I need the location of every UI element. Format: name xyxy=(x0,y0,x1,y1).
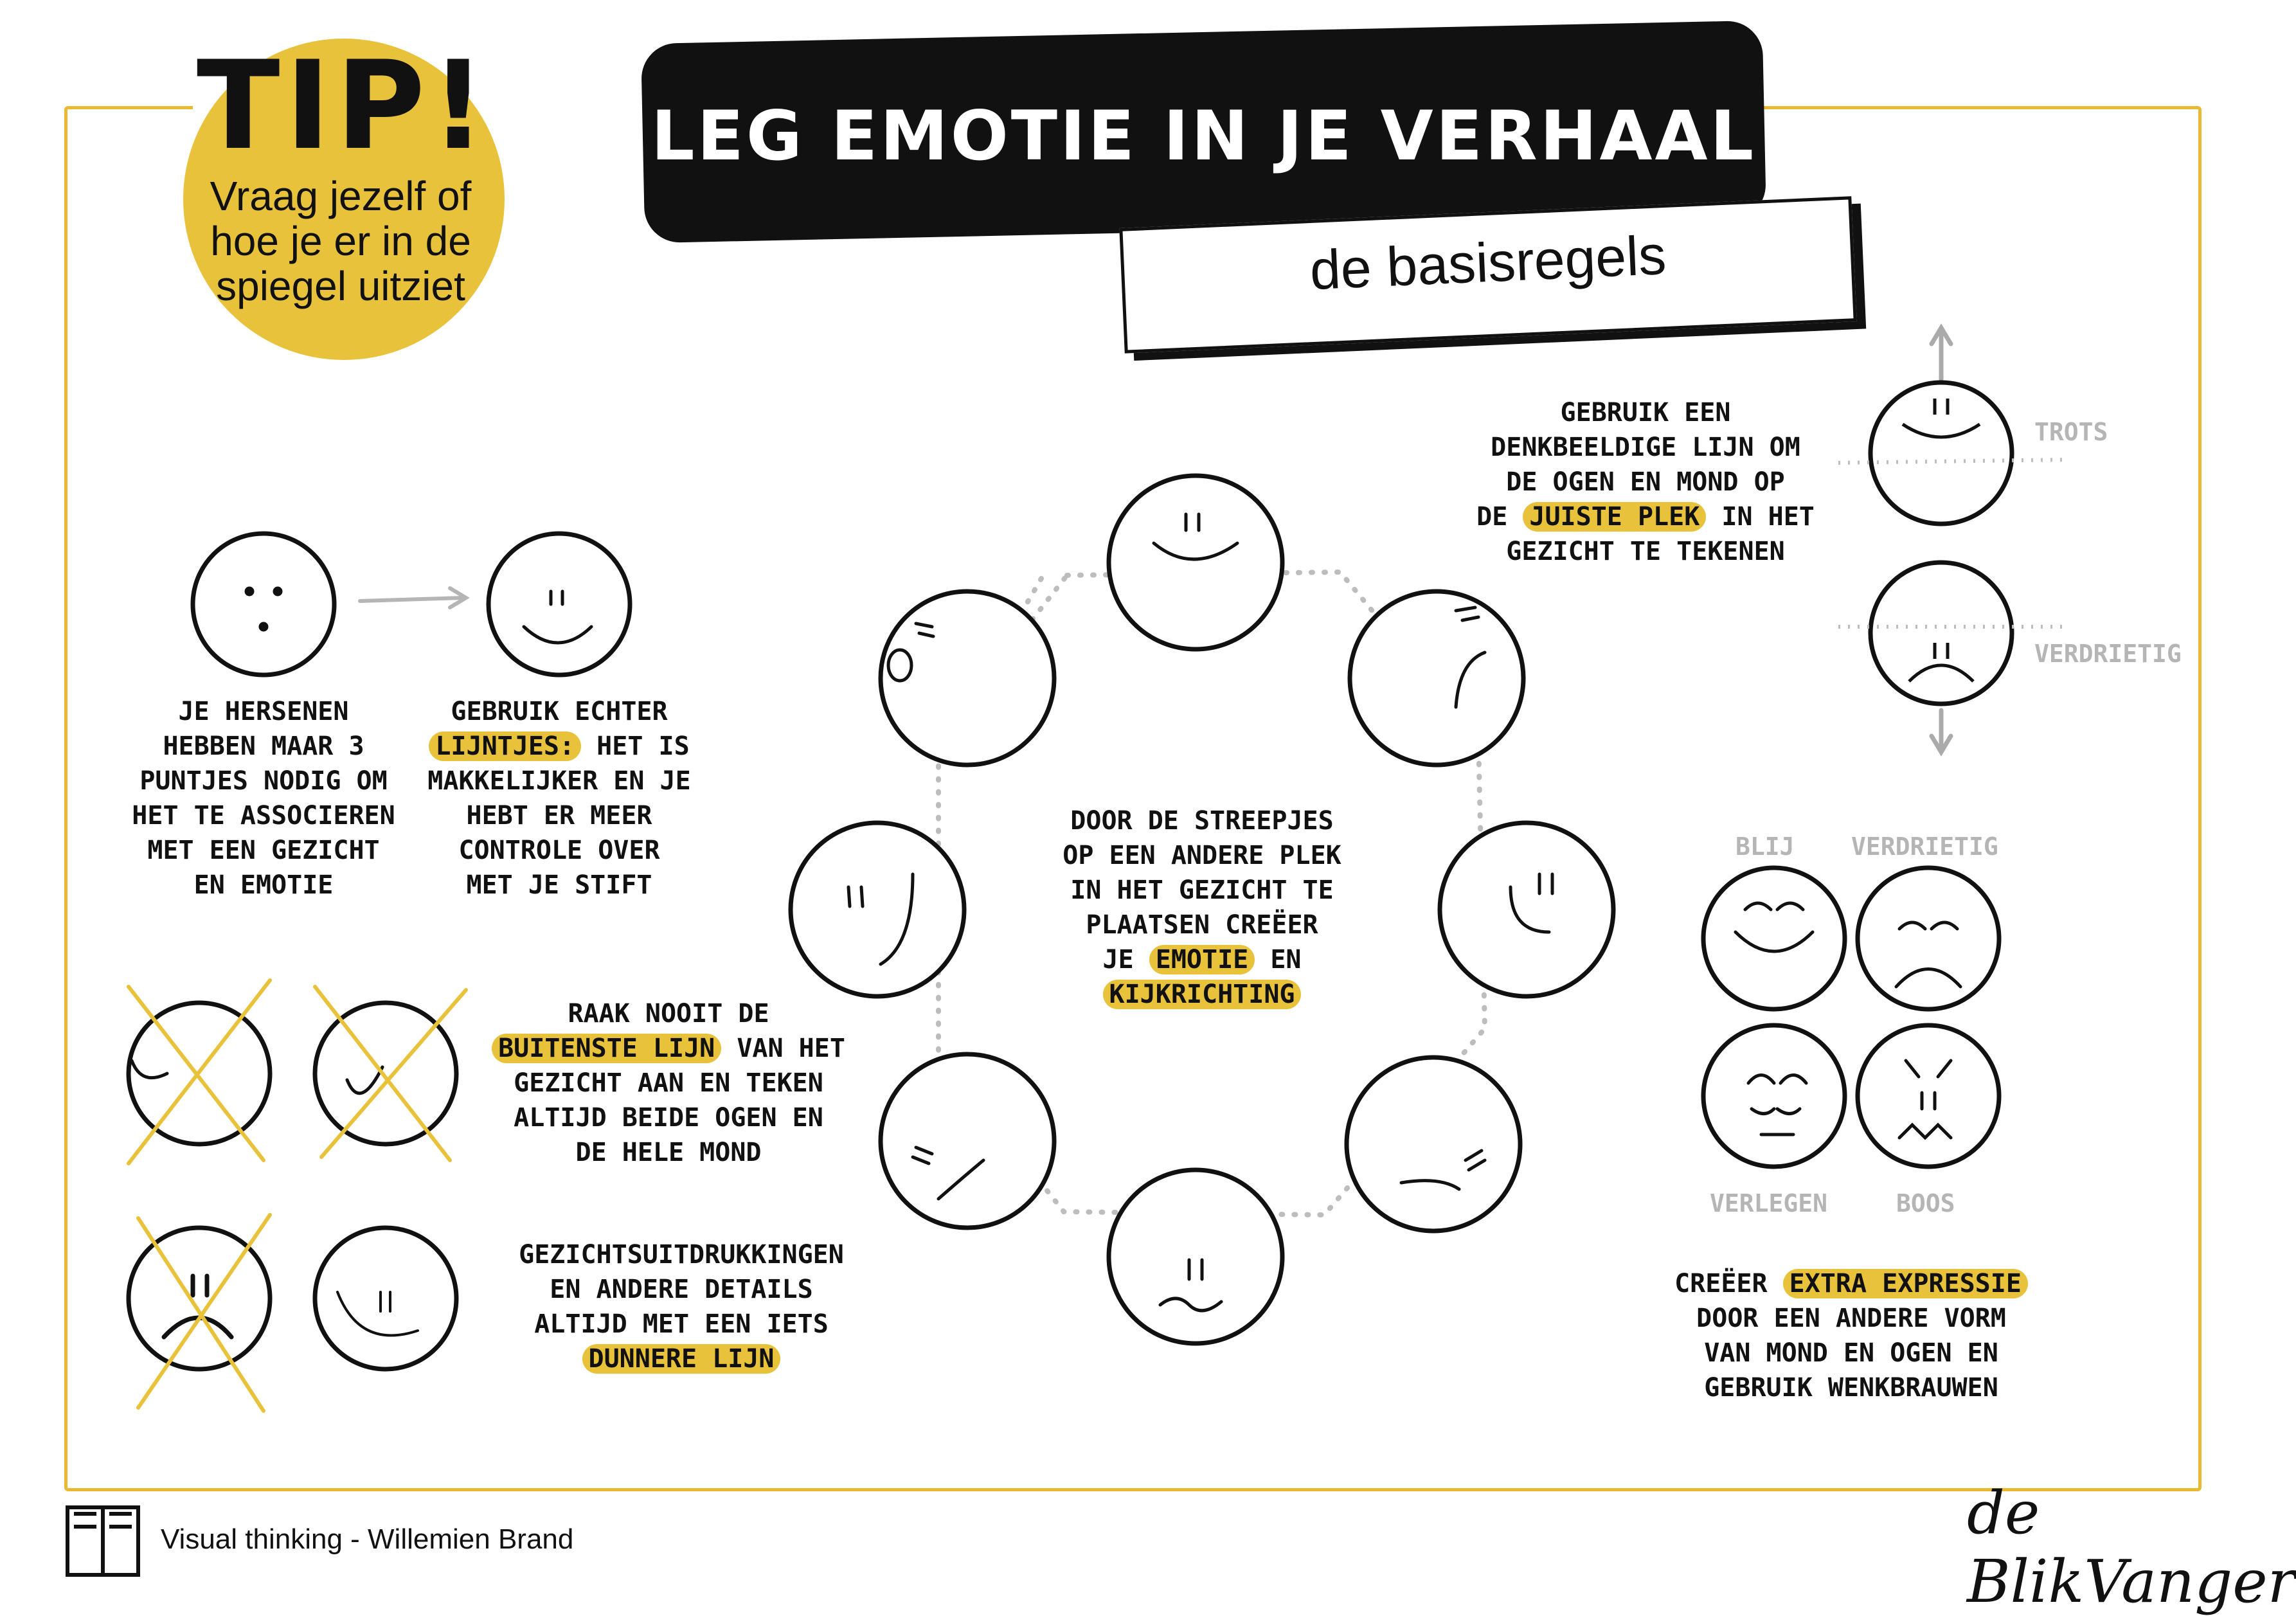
brand-logo: de BlikVanger xyxy=(1967,1478,2296,1616)
face-up-icon xyxy=(1109,476,1282,649)
caption-outer-line xyxy=(476,996,861,1170)
caption-lines-after: HET IS xyxy=(581,732,690,761)
face-right-icon xyxy=(1440,823,1613,996)
highlight-kijkrichting: KIJKRICHTING xyxy=(1103,980,1302,1009)
dots-face-icon xyxy=(193,534,334,675)
caption-guide-rest: GEBRUIK EEN DENKBEELDIGE LIJN OM DE OGEN EN MOND OP xyxy=(1491,398,1800,497)
face-down-left-icon xyxy=(881,1054,1054,1228)
caption-center-rest: DOOR DE STREEPJES OP EEN ANDERE PLEK IN HET GEZICHT TE PLAATSEN CREËER xyxy=(1063,806,1341,940)
face-up-right-icon xyxy=(1350,591,1523,765)
caption-thinner-rest: GEZICHTSUITDRUKKINGEN EN ANDERE DETAILS ALTIJD MET EEN IETS xyxy=(519,1240,844,1339)
label-shy: VERLEGEN xyxy=(1710,1189,1828,1217)
highlight-juiste-plek: JUISTE PLEK xyxy=(1523,502,1706,532)
label-proud: TROTS xyxy=(2034,418,2108,446)
tip-title: TIP! xyxy=(196,35,492,177)
caption-outer-line2 xyxy=(476,1031,861,1066)
highlight-lijntjes: LIJNTJES: xyxy=(429,732,581,761)
highlight-dunnere-lijn: DUNNERE LIJN xyxy=(582,1344,781,1374)
face-down-right-icon xyxy=(1347,1057,1520,1231)
caption-dots: JE HERSENEN HEBBEN MAAR 3 PUNTJES NODIG OM HET TE ASSOCIEREN MET EEN GEZICHT EN EMOTIE xyxy=(132,697,395,900)
label-angry: BOOS xyxy=(1896,1189,1955,1217)
proud-face-icon xyxy=(1870,382,2012,524)
sad-face-icon xyxy=(1870,562,2012,704)
caption-outer-rest: GEZICHT AAN EN TEKEN ALTIJD BEIDE OGEN EN DE HELE MOND xyxy=(514,1068,823,1167)
caption-lines-line2 xyxy=(392,729,726,764)
book-icon xyxy=(67,1507,138,1575)
footer-credit: Visual thinking - Willemien Brand xyxy=(161,1523,574,1555)
thin-line-face-icon xyxy=(315,1228,456,1369)
face-down-icon xyxy=(1109,1170,1282,1343)
shy-face-icon xyxy=(1703,1025,1845,1167)
sad-expression-face-icon xyxy=(1858,868,1999,1009)
angry-face-icon xyxy=(1858,1025,1999,1167)
caption-expression-line1 xyxy=(1646,1266,2057,1301)
expression-before: CREËER xyxy=(1674,1269,1783,1298)
caption-outer-after: VAN HET xyxy=(721,1034,845,1063)
guide-after: IN HET xyxy=(1706,502,1815,532)
label-happy: BLIJ xyxy=(1735,832,1795,861)
caption-lines xyxy=(392,694,726,902)
center-after: EN xyxy=(1255,945,1302,974)
guide-before: DE xyxy=(1476,502,1523,532)
caption-guide-line4 xyxy=(1466,499,1825,534)
caption-thinner xyxy=(489,1237,874,1376)
caption-guide-last: GEZICHT TE TEKENEN xyxy=(1506,537,1785,566)
page-title: LEG EMOTIE IN JE VERHAAL xyxy=(650,96,1757,175)
highlight-buitenste-lijn: BUITENSTE LIJN xyxy=(492,1034,721,1063)
face-left-icon xyxy=(791,823,964,996)
center-before: JE xyxy=(1102,945,1149,974)
highlight-emotie: EMOTIE xyxy=(1149,945,1255,974)
caption-center xyxy=(1028,804,1376,1012)
highlight-extra-expressie: EXTRA EXPRESSIE xyxy=(1783,1269,2028,1298)
caption-center-line5 xyxy=(1028,942,1376,977)
happy-face-icon xyxy=(1703,868,1845,1009)
caption-lines-line1: GEBRUIK ECHTER xyxy=(451,697,668,726)
lines-face-icon xyxy=(489,534,630,675)
caption-expression xyxy=(1646,1266,2057,1405)
page-subtitle: de basisregels xyxy=(1308,224,1668,302)
caption-expression-rest: DOOR EEN ANDERE VORM VAN MOND EN OGEN EN GEBRUIK WENKBRAUWEN xyxy=(1696,1304,2006,1403)
caption-guide-line xyxy=(1466,395,1825,569)
caption-lines-rest: MAKKELIJKER EN JE HEBT ER MEER CONTROLE OVER MET JE STIFT xyxy=(427,766,691,900)
label-sad: VERDRIETIG xyxy=(1851,832,1998,861)
label-sad-top: VERDRIETIG xyxy=(2034,640,2182,668)
caption-outer-line1: RAAK NOOIT DE xyxy=(568,999,769,1028)
arrow-right-icon xyxy=(360,598,463,601)
tip-text: Vraag jezelf of hoe je er in de spiegel uitziet xyxy=(210,173,472,309)
